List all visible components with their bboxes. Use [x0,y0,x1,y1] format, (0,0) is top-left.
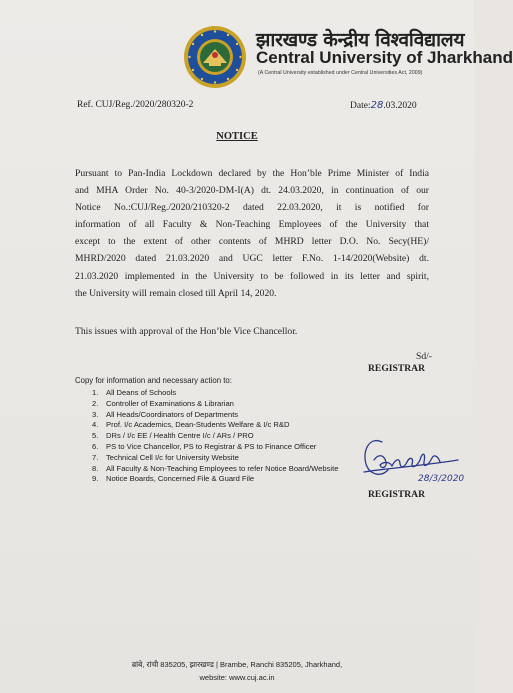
university-subtitle: (A Central University established under Central Universities Act, 2009) [258,70,423,76]
approval-statement: This issues with approval of the Hon’ble Vice Chancellor. [75,326,298,337]
list-item: 1. All Deans of Schools [92,388,177,397]
reference-number: Ref. CUJ/Reg./2020/280320-2 [77,100,194,110]
registrar-signature-label: REGISTRAR [368,489,426,500]
body-line: Pursuant to Pan-India Lockdown declared by the Hon’ble Prime Minister of India [75,168,429,179]
body-line: the University will remain closed till April 14, 2020. [75,287,277,299]
date-suffix: .03.2020 [383,101,417,111]
list-item: 5. DRs / I/c EE / Health Centre I/c / ARs / PRO [92,431,254,441]
list-item: 4. Prof. I/c Academics, Dean-Students Welfare & I/c R&D [92,420,290,430]
list-item: 8. All Faculty & Non-Teaching Employees to refer Notice Board/Website [92,463,339,473]
footer-website: website: www.cuj.ac.in [199,673,275,682]
list-item: 3. All Heads/Coordinators of Departments [92,409,239,419]
body-line: and MHA Order No. 40-3/2020-DM-I(A) dt. 24.03.2020, in continuation of our [75,185,429,197]
footer-address: ब्रांबे, रांची 835205, झारखण्ड | Brambe, Ranchi 835205, Jharkhand, [131,660,343,669]
list-item: 6. PS to Vice Chancellor, PS to Registrar & PS to Finance Officer [92,441,317,451]
university-logo-icon [183,25,247,89]
date-handwritten-day: 28 [370,100,384,111]
copy-to-list [92,388,338,485]
copy-to-intro: Copy for information and necessary action to: [75,376,232,385]
notice-body [75,165,429,302]
notice-title [0,131,474,142]
university-name-hindi: झारखण्ड केन्द्रीय विश्वविद्यालय [256,29,465,51]
page-footer [0,660,474,682]
signed-mark: Sd/- [416,351,432,362]
body-line: MHRD/2020 dated 21.03.2020 and UGC letter F.No. 1-14/2020(Website) dt. [75,253,429,265]
notice-date [350,100,417,111]
body-line: information of all Faculty & Non-Teaching Employees of the University that [75,219,429,231]
list-item: 2. Controller of Examinations & Librarian [92,398,234,408]
registrar-signature-icon [360,432,468,494]
registrar-signoff: REGISTRAR [368,363,426,374]
body-line: except to the extent of other contents of MHRD letter D.O. No. Secy(HE)/ [75,236,429,248]
body-line: Notice No.:CUJ/Reg./2020/210320-2 dated 22.03.2020, it is notified for [75,202,429,214]
list-item: 7. Technical Cell I/c for University Website [92,452,239,462]
notice-title-text: NOTICE [216,131,258,142]
list-item: 9. Notice Boards, Concerned File & Guard File [92,474,255,484]
body-line: 21.03.2020 implemented in the University to be followed in its letter and spirit, [75,270,429,282]
signature-date: 28/3/2020 [418,474,465,484]
university-name-english: Central University of Jharkhand [256,48,513,67]
date-prefix: Date: [350,101,371,111]
